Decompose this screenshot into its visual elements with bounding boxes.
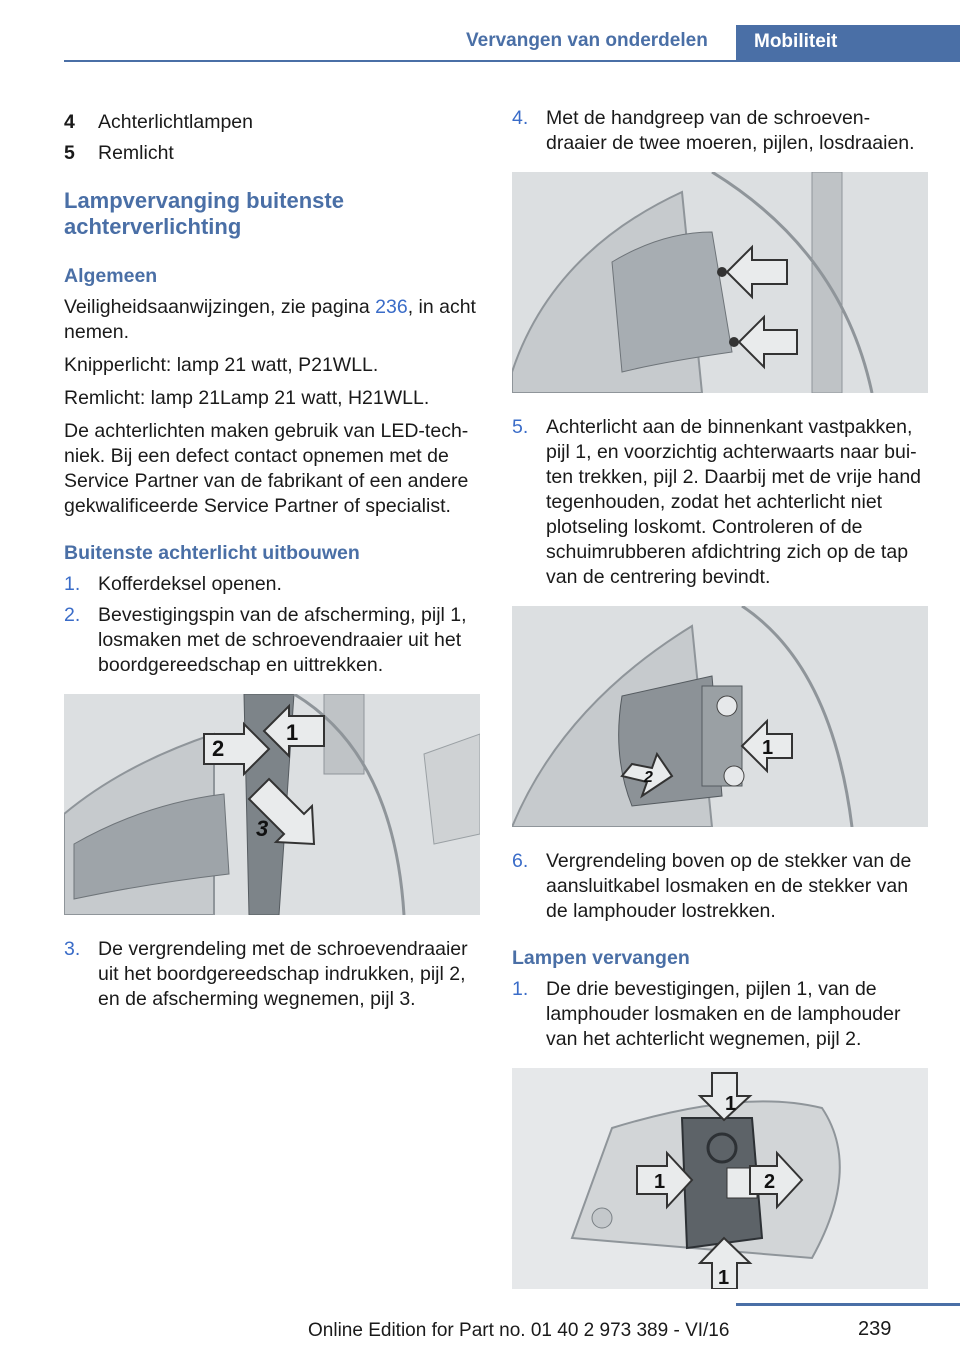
illustration-taillight-removal — [512, 606, 928, 827]
step-text: Achterlicht aan de binnenkant vastpakken, pijl 1, en voorzichtig achterwaarts naar bui‐ten trekken, pijl 2. Daarbij met de vrije hand tegenhouden, zodat het achterlicht niet plotseling loskomt. Controleren of de schuimrubberen afdichtring zich op de tap van de centrering bevindt. — [546, 416, 922, 588]
figure-label: 1 — [725, 1093, 737, 1115]
step-number: 5. — [512, 416, 529, 438]
paragraph-safety — [64, 295, 480, 345]
step-item — [512, 415, 928, 590]
header-section-title: Vervangen van onderdelen — [466, 30, 708, 51]
page-link[interactable]: 236 — [375, 296, 408, 318]
paragraph-text: Veiligheidsaanwijzingen, zie pagina — [64, 296, 376, 318]
illustration-cover-removal — [64, 694, 480, 915]
header-rule — [64, 60, 960, 62]
subheading-lamps: Lampen vervangen — [512, 947, 690, 969]
legend-text: Remlicht — [98, 142, 174, 164]
figure-label: 1 — [654, 1171, 666, 1193]
figure-label: 1 — [762, 737, 774, 759]
step-text: De drie bevestigingen, pijlen 1, van de lamphouder losmaken en de lamphouder van het achterlicht wegnemen, pijl 2. — [546, 978, 901, 1050]
figure-label: 2 — [644, 769, 653, 786]
figure-label: 2 — [764, 1171, 776, 1193]
step-text: Bevestigingspin van de afscherming, pijl 1, losmaken met de schroevendraaier uit het boordgereedschap en uittrekken. — [98, 604, 467, 676]
left-column — [64, 110, 480, 1018]
step-number: 1. — [64, 573, 81, 595]
step-text: Vergrendeling boven op de stekker van de aansluitkabel losmaken en de stekker van de lamphouder lostrekken. — [546, 850, 912, 922]
step-item — [512, 849, 928, 924]
step-item — [64, 937, 480, 1012]
figure-label: 1 — [718, 1267, 730, 1289]
step-text: Met de handgreep van de schroeven‐draaier de twee moeren, pijlen, losdraaien. — [546, 107, 915, 154]
legend-item — [64, 141, 480, 166]
step-number: 3. — [64, 938, 81, 960]
step-number: 1. — [512, 978, 529, 1000]
figure-label: 3 — [256, 816, 269, 841]
right-column — [512, 100, 928, 1311]
header-chapter-tab: Mobiliteit — [736, 25, 960, 61]
step-item — [64, 603, 480, 678]
footer-edition-text: Online Edition for Part no. 01 40 2 973 389 - VI/16 — [308, 1320, 730, 1341]
step-item — [512, 977, 928, 1052]
legend-key: 4 — [64, 111, 75, 133]
figure-label: 2 — [212, 736, 225, 761]
step-number: 6. — [512, 850, 529, 872]
step-number: 4. — [512, 107, 529, 129]
section-heading: Lampvervanging buitenste achterverlichting — [64, 188, 344, 239]
legend-key: 5 — [64, 142, 75, 164]
illustration-nuts — [512, 172, 928, 393]
illustration-lamp-holder — [512, 1068, 928, 1289]
legend-item — [64, 110, 480, 135]
paragraph-indicator: Knipperlicht: lamp 21 watt, P21WLL. — [64, 354, 379, 376]
paragraph-text: , in acht nemen. — [64, 296, 476, 343]
step-text: De vergrendeling met de schroevendraaier uit het boordgereedschap indrukken, pijl 2, en de afscherming wegnemen, pijl 3. — [98, 938, 468, 1010]
step-number: 2. — [64, 604, 81, 626]
page-number: 239 — [858, 1318, 892, 1340]
paragraph-brake: Remlicht: lamp 21Lamp 21 watt, H21WLL. — [64, 387, 430, 409]
paragraph-led: De achterlichten maken gebruik van LED-tech‐niek. Bij een defect contact opnemen met de Service Partner van de fabrikant of een andere gekwalificeerde Service Partner of specialist. — [64, 420, 469, 517]
subheading-removal: Buitenste achterlicht uitbouwen — [64, 542, 360, 564]
legend-text: Achterlichtlampen — [98, 111, 253, 133]
step-item — [64, 572, 480, 597]
step-text: Kofferdeksel openen. — [98, 573, 282, 595]
footer-rule — [736, 1303, 960, 1306]
subheading-algemeen: Algemeen — [64, 265, 158, 287]
step-item — [512, 106, 928, 156]
figure-label: 1 — [286, 720, 299, 745]
